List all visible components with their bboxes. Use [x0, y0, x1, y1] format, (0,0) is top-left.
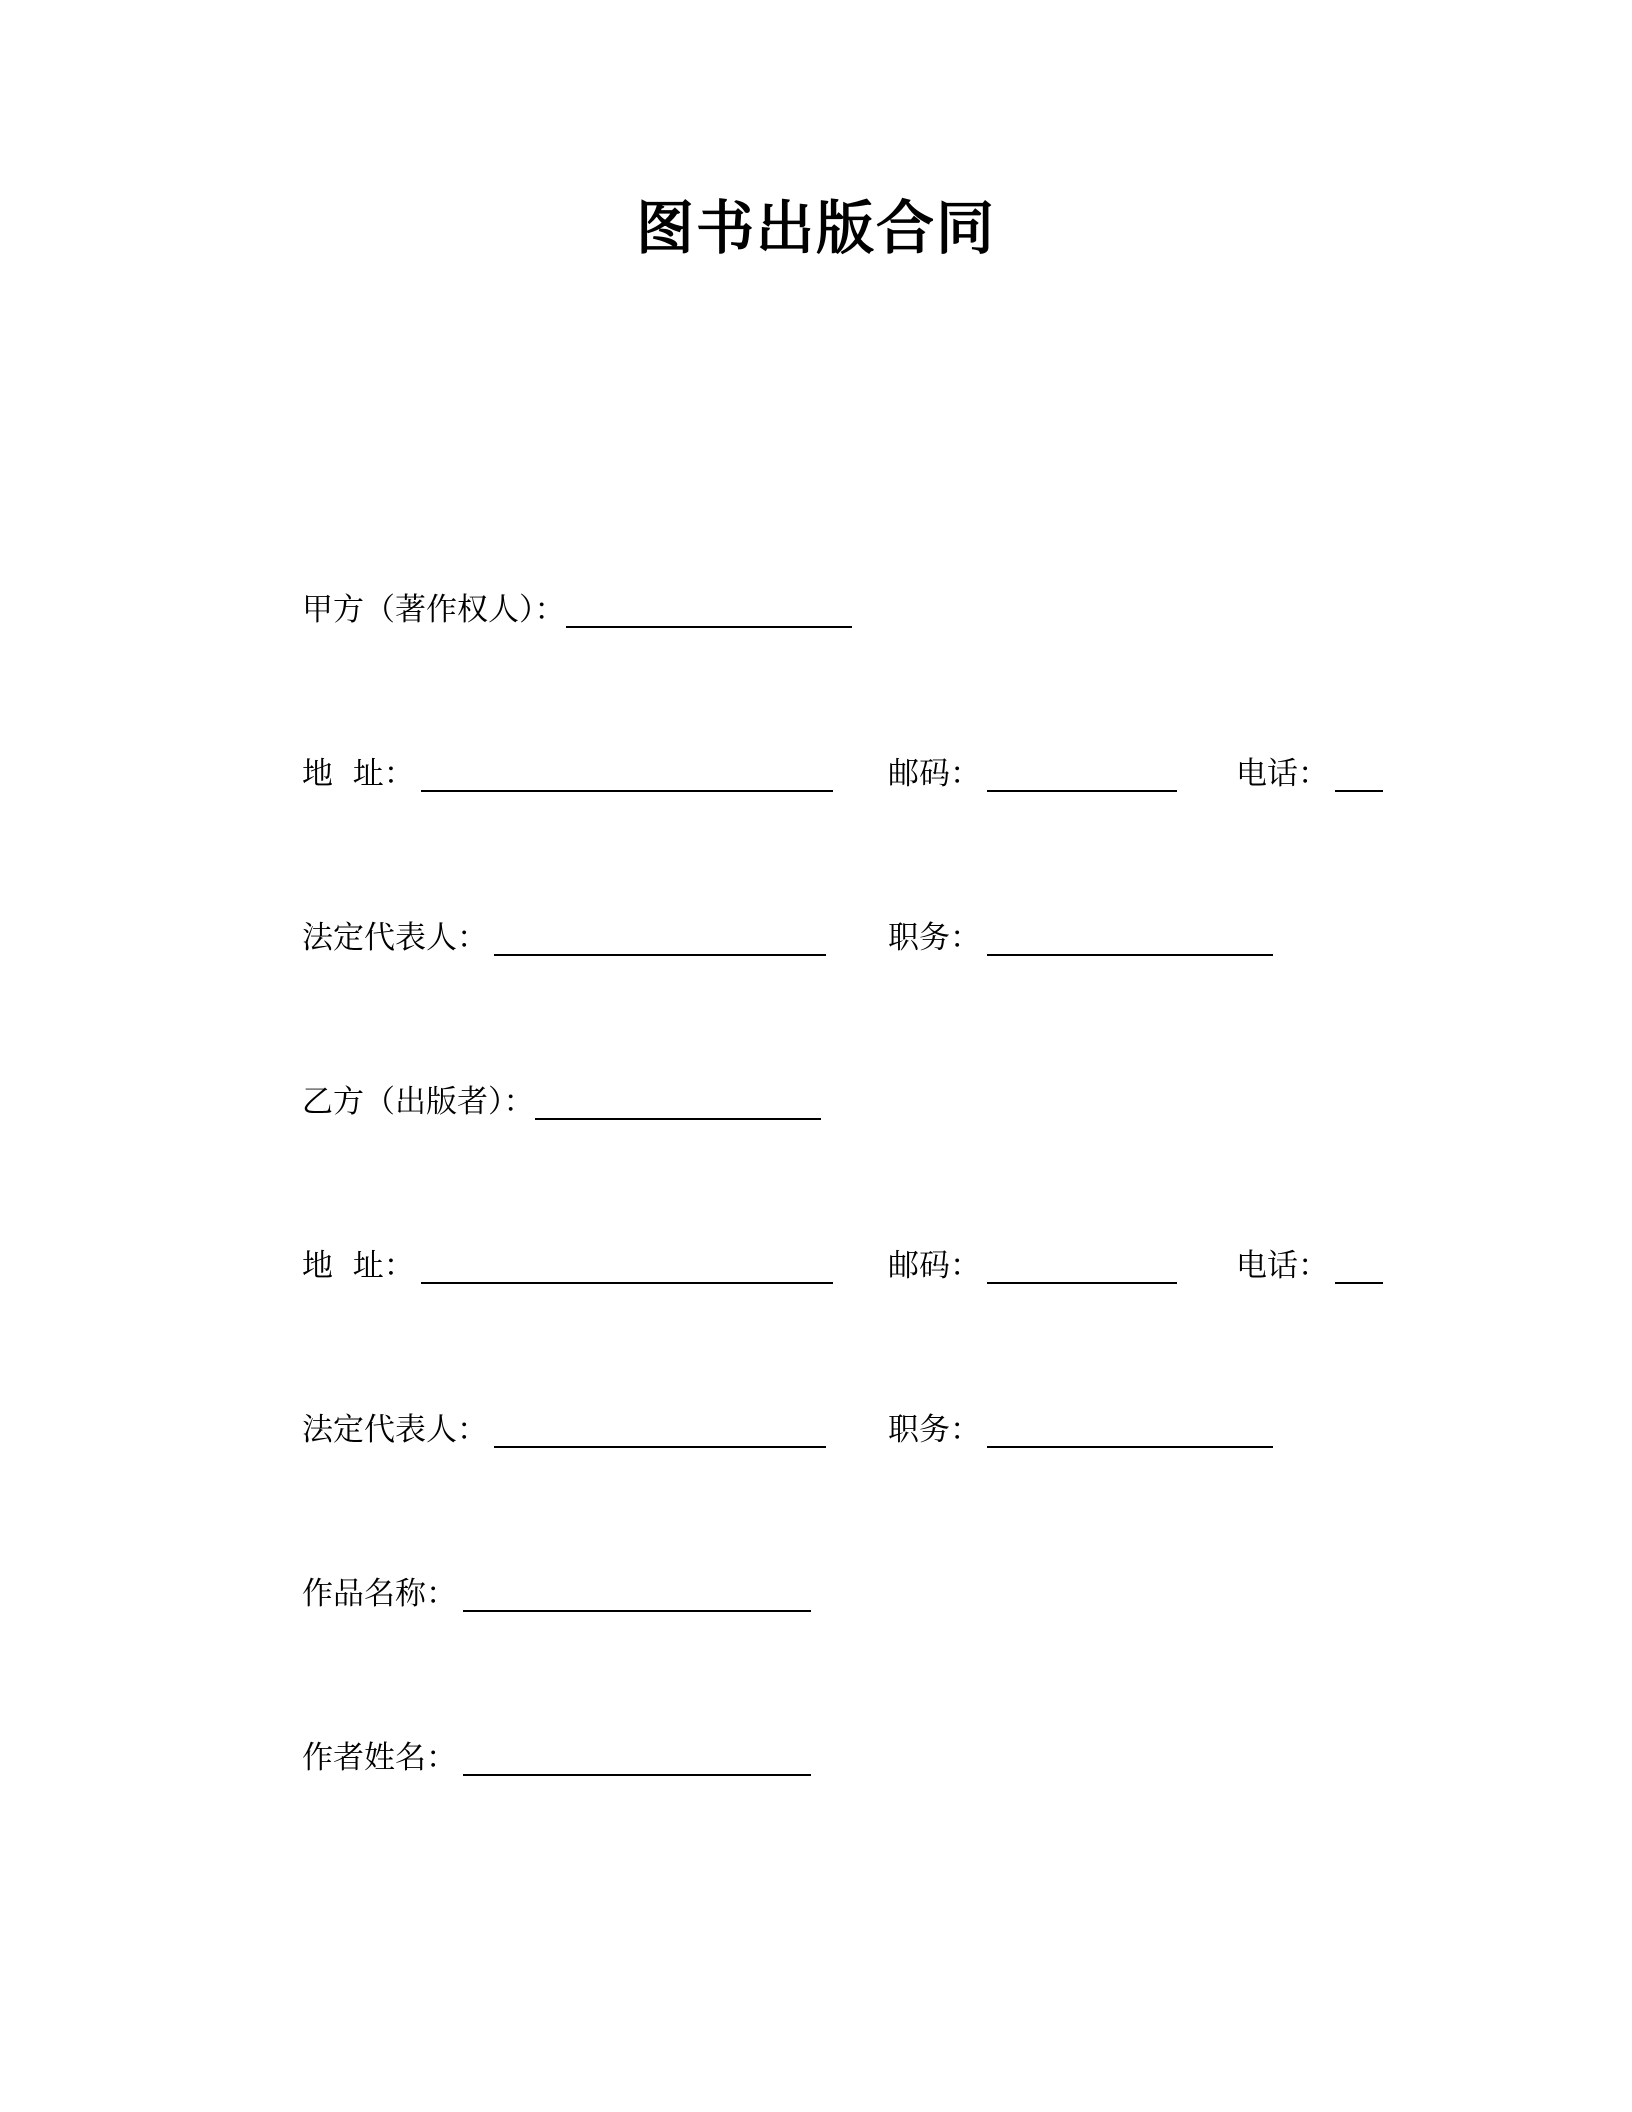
author-name-label: 作者姓名：: [302, 1740, 457, 1776]
party-b-position-label: 职务：: [888, 1412, 981, 1448]
party-b-postcode-row: [888, 1242, 1177, 1286]
party-a-phone-field[interactable]: [1335, 790, 1383, 792]
party-a-legal-rep-label: 法定代表人：: [302, 920, 488, 956]
party-b-address-label: 地 址：: [302, 1248, 415, 1284]
party-a-legal-rep-field[interactable]: [494, 954, 826, 956]
party-b-legal-rep-field[interactable]: [494, 1446, 826, 1448]
party-a-label: 甲方（著作权人）：: [302, 592, 566, 628]
party-b-field[interactable]: [535, 1118, 821, 1120]
party-b-phone-row: [1236, 1242, 1383, 1286]
author-name-field[interactable]: [463, 1774, 811, 1776]
party-a-phone-row: [1236, 750, 1383, 794]
party-a-address-row: [302, 750, 833, 794]
party-a-postcode-field[interactable]: [987, 790, 1177, 792]
party-b-legal-rep-label: 法定代表人：: [302, 1412, 488, 1448]
party-a-postcode-label: 邮码：: [888, 756, 981, 792]
party-b-postcode-field[interactable]: [987, 1282, 1177, 1284]
work-title-label: 作品名称：: [302, 1576, 457, 1612]
party-a-postcode-row: [888, 750, 1177, 794]
party-a-field[interactable]: [566, 626, 852, 628]
work-title-field[interactable]: [463, 1610, 811, 1612]
party-a-address-field[interactable]: [421, 790, 833, 792]
document-title: 图书出版合同: [635, 194, 996, 262]
party-b-phone-label: 电话：: [1236, 1248, 1329, 1284]
party-a-row: [302, 586, 852, 630]
party-a-legal-rep-row: [302, 914, 826, 958]
party-b-legal-rep-row: [302, 1406, 826, 1450]
party-b-position-row: [888, 1406, 1273, 1450]
author-name-row: [302, 1734, 811, 1778]
party-a-phone-label: 电话：: [1236, 756, 1329, 792]
party-b-address-row: [302, 1242, 833, 1286]
party-a-position-field[interactable]: [987, 954, 1273, 956]
party-b-label: 乙方（出版者）：: [302, 1084, 535, 1120]
party-a-address-label: 地 址：: [302, 756, 415, 792]
party-b-row: [302, 1078, 821, 1122]
party-b-postcode-label: 邮码：: [888, 1248, 981, 1284]
work-title-row: [302, 1570, 811, 1614]
party-b-phone-field[interactable]: [1335, 1282, 1383, 1284]
party-b-address-field[interactable]: [421, 1282, 833, 1284]
party-a-position-row: [888, 914, 1273, 958]
party-a-position-label: 职务：: [888, 920, 981, 956]
party-b-position-field[interactable]: [987, 1446, 1273, 1448]
